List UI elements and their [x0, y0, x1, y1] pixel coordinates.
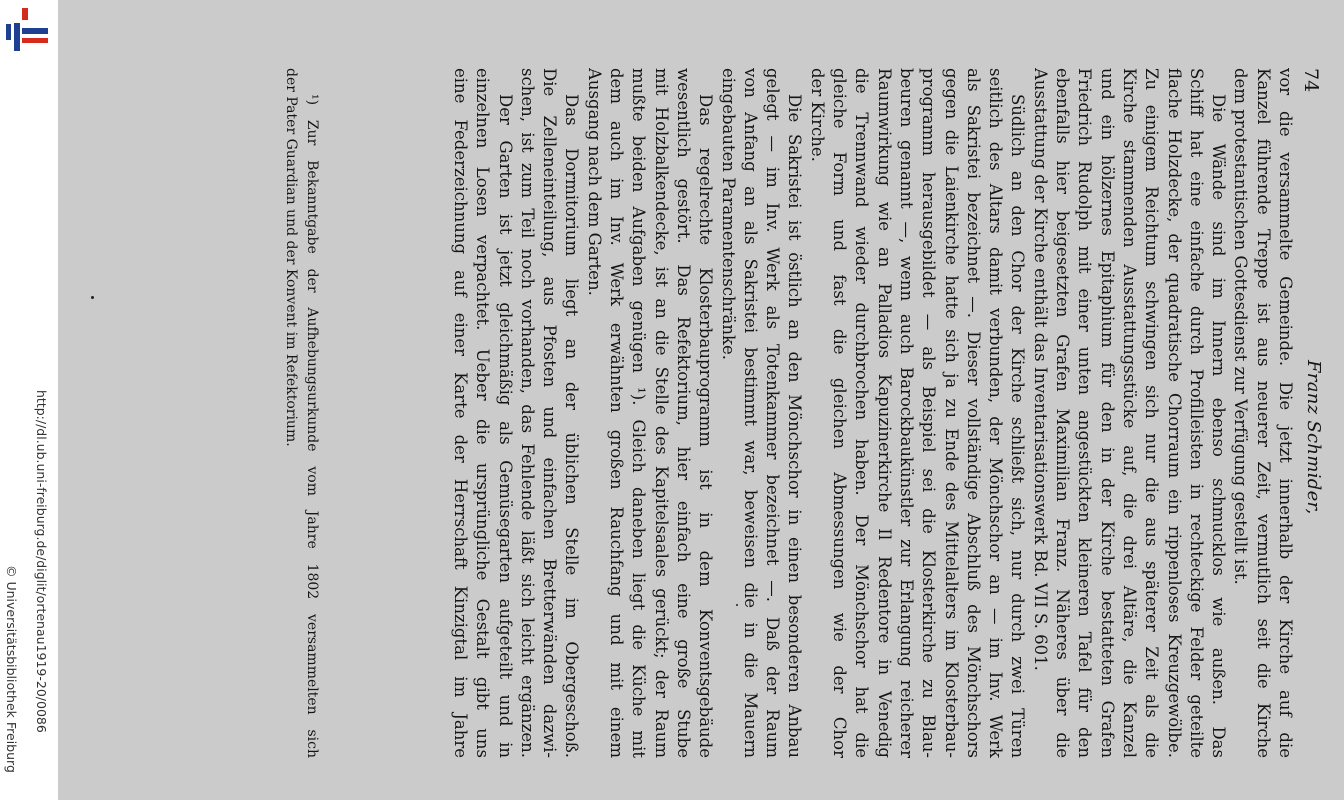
footnote-line: ¹) Zur Bekanntgabe der Aufhebungsurkunde vom Jahre 1802 versammelten sich	[304, 94, 320, 758]
logo-red-horizontal	[22, 38, 48, 43]
text-line: wesentlich gestört. Das Refektorium, hier einfach eine große Stube	[673, 68, 693, 758]
text-line: Raumwirkung wie an Palladios Kapuzinerkirche Il Redentore in Venedig	[874, 68, 894, 758]
paper-speck	[736, 604, 738, 606]
document-url[interactable]: http://dl.ub.uni-freiburg.de/diglit/ortenau1919-20/0086	[34, 390, 49, 733]
text-line: gegen die Laienkirche hatte sich ja zu Ende des Mittelalters im Klosterbau-	[941, 68, 961, 758]
text-line: ebenfalls hier beigesetzten Grafen Maximilian Franz. Näheres über die	[1053, 68, 1073, 758]
scanned-page	[58, 0, 1344, 800]
text-line: seitlich des Altars damit verbunden, der Mönchschor an — im Inv. Werk	[986, 68, 1006, 758]
text-line: flache Holzdecke, der quadratische Chorraum ein rippenloses Kreuzgewölbe.	[1164, 68, 1184, 758]
text-line: die Trennwand wieder durchbrochen haben. Der Mönchschor hat die	[852, 68, 872, 758]
margin-strip	[0, 0, 60, 800]
text-line: einzelnen Losen verpachtet. Ueber die ursprüngliche Gestalt gibt uns	[473, 68, 493, 758]
text-line: gleiche Form und fast die gleichen Abmessungen wie der Chor	[830, 68, 850, 758]
running-head: Franz Schmider,	[1303, 360, 1324, 515]
text-line: Südlich an den Chor der Kirche schließt sich, nur durch zwei Türen	[1008, 94, 1028, 758]
footnote	[280, 68, 322, 758]
logo-blue-bar-left	[6, 24, 11, 40]
text-line: Der Garten ist jetzt gleichmäßig als Gemüsegarten aufgeteilt und in	[495, 94, 515, 758]
text-line: Ausstattung der Kirche enthält das Inventarisationswerk Bd. VII S. 601.	[1030, 68, 1050, 671]
text-line: der Kirche.	[807, 68, 827, 162]
logo-red-bar	[22, 8, 28, 20]
text-line: beuren genannt —, wenn auch Barockbaukünstler zur Erlangung reicherer	[896, 68, 916, 758]
logo-blue-horizontal	[22, 28, 48, 34]
text-line: Kanzel führende Treppe ist aus neuerer Zeit, vermutlich seit die Kirche	[1253, 68, 1273, 758]
text-line: Das Dormitorium liegt an der üblichen Stelle im Obergeschoß.	[562, 94, 582, 758]
university-library-logo	[4, 6, 50, 54]
text-line: mit Holzbalkendecke, ist an die Stelle des Kapitelsaales gerückt; der Raum	[651, 68, 671, 758]
text-line: Das regelrechte Klosterbauprogramm ist in dem Konventsgebäude	[696, 94, 716, 758]
text-line: eingebauten Paramentenschränke.	[718, 68, 738, 360]
footnote-line: der Pater Guardian und der Konvent im Refektorium.	[283, 68, 299, 447]
copyright-notice: © Universitätsbibliothek Freiburg	[4, 565, 19, 773]
text-line: Die Wände sind im Innern ebenso schmucklos wie außen. Das	[1209, 94, 1229, 758]
text-line: vor die versammelte Gemeinde. Die jetzt innerhalb der Kirche auf die	[1276, 68, 1295, 758]
text-line: Zu einigem Reichtum schwingen sich nur die aus späterer Zeit als die	[1142, 68, 1162, 758]
text-line: dem protestantischen Gottesdienst zur Verfügung gestellt ist.	[1231, 68, 1251, 585]
text-line: eine Federzeichnung auf einer Karte der Herrschaft Kinzigtal im Jahre	[451, 68, 471, 758]
text-line: gelegt — im Inv. Werk als Totenkammer bezeichnet —. Daß der Raum	[763, 68, 783, 758]
paper-speck	[91, 296, 94, 299]
page-number: 74	[1300, 68, 1322, 93]
text-line: dem auch im Inv. Werk erwähnten großen Rauchfang und mit einem	[607, 68, 627, 758]
text-line: und ein hölzernes Epitaphium für den in der Kirche bestatteten Grafen	[1097, 68, 1117, 758]
text-line: schen, ist zum Teil noch vorhanden, das Fehlende läßt sich leicht ergänzen.	[517, 68, 537, 758]
text-line: mußte beiden Aufgaben genügen ¹). Gleich daneben liegt die Küche mit	[629, 68, 649, 758]
scanned-page-viewport	[58, 0, 1344, 800]
body-text	[449, 68, 1296, 758]
text-line: Die Sakristei ist östlich an den Mönchschor in einen besonderen Anbau	[785, 94, 805, 758]
logo-blue-bar-center	[14, 23, 20, 51]
text-line: Friedrich Rudolph mit einer unten angestückten kleineren Tafel für den	[1075, 68, 1095, 758]
text-line: Schiff hat eine einfache durch Profilleisten in rechteckige Felder geteilte	[1186, 68, 1206, 758]
text-line: von Anfang an als Sakristei bestimmt war, beweisen die in die Mauern	[740, 68, 760, 758]
text-line: Kirche stammenden Ausstattungsstücke auf, die drei Altäre, die Kanzel	[1119, 68, 1139, 758]
text-line: Ausgang nach dem Garten.	[584, 68, 604, 296]
text-line: programm herausgebildet — als Beispiel sei die Klosterkirche zu Blau-	[919, 68, 939, 758]
text-line: als Sakristei bezeichnet —. Dieser vollständige Abschluß des Mönchschors	[963, 68, 983, 758]
text-line: Die Zelleneinteilung, aus Pfosten und einfachen Bretterwänden dazwi-	[540, 68, 560, 758]
